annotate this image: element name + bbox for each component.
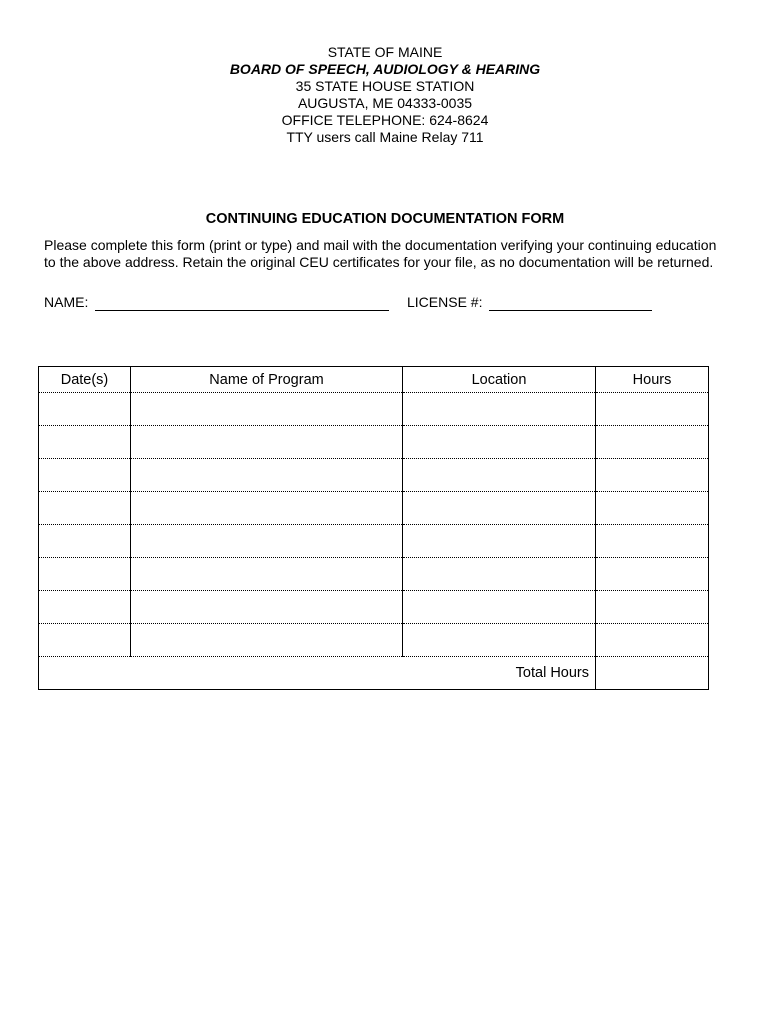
letterhead <box>0 44 770 146</box>
location-cell[interactable] <box>403 426 596 459</box>
hours-cell[interactable] <box>596 459 709 492</box>
location-cell[interactable] <box>403 591 596 624</box>
total-hours-cell[interactable] <box>596 657 709 690</box>
total-hours-label: Total Hours <box>39 657 596 690</box>
table-row <box>39 492 709 525</box>
hours-cell[interactable] <box>596 624 709 657</box>
dates-cell[interactable] <box>39 624 131 657</box>
instructions-line-2: to the above address. Retain the original CEU certificates for your file, as no documentation will be returned. <box>44 254 714 270</box>
board-name: BOARD OF SPEECH, AUDIOLOGY & HEARING <box>229 61 541 77</box>
table-row <box>39 393 709 426</box>
hours-cell[interactable] <box>596 492 709 525</box>
ceu-table <box>38 366 709 690</box>
hours-cell[interactable] <box>596 426 709 459</box>
name-field[interactable] <box>95 310 389 311</box>
office-telephone: OFFICE TELEPHONE: 624-8624 <box>281 112 489 128</box>
instructions <box>44 237 744 271</box>
program-cell[interactable] <box>131 426 403 459</box>
column-header-location: Location <box>403 367 596 393</box>
tty-info: TTY users call Maine Relay 711 <box>286 129 484 145</box>
location-cell[interactable] <box>403 459 596 492</box>
program-cell[interactable] <box>131 459 403 492</box>
dates-cell[interactable] <box>39 492 131 525</box>
location-cell[interactable] <box>403 492 596 525</box>
name-label: NAME: <box>44 294 89 310</box>
program-cell[interactable] <box>131 525 403 558</box>
hours-cell[interactable] <box>596 591 709 624</box>
location-cell[interactable] <box>403 393 596 426</box>
table-row <box>39 459 709 492</box>
location-cell[interactable] <box>403 525 596 558</box>
column-header-dates: Date(s) <box>39 367 131 393</box>
dates-cell[interactable] <box>39 459 131 492</box>
column-header-program: Name of Program <box>131 367 403 393</box>
state-name: STATE OF MAINE <box>327 44 443 60</box>
location-cell[interactable] <box>403 624 596 657</box>
total-row <box>39 657 709 690</box>
hours-cell[interactable] <box>596 525 709 558</box>
hours-cell[interactable] <box>596 558 709 591</box>
program-cell[interactable] <box>131 591 403 624</box>
dates-cell[interactable] <box>39 426 131 459</box>
city-address: AUGUSTA, ME 04333-0035 <box>297 95 473 111</box>
dates-cell[interactable] <box>39 525 131 558</box>
table-row <box>39 558 709 591</box>
column-header-hours: Hours <box>596 367 709 393</box>
table-row <box>39 624 709 657</box>
street-address: 35 STATE HOUSE STATION <box>295 78 475 94</box>
table-row <box>39 591 709 624</box>
license-field[interactable] <box>489 310 652 311</box>
dates-cell[interactable] <box>39 393 131 426</box>
dates-cell[interactable] <box>39 591 131 624</box>
location-cell[interactable] <box>403 558 596 591</box>
table-header-row <box>39 367 709 393</box>
form-title: CONTINUING EDUCATION DOCUMENTATION FORM <box>205 211 565 227</box>
program-cell[interactable] <box>131 492 403 525</box>
license-label: LICENSE #: <box>407 294 483 310</box>
table-row <box>39 426 709 459</box>
table-row <box>39 525 709 558</box>
program-cell[interactable] <box>131 624 403 657</box>
instructions-line-1: Please complete this form (print or type) and mail with the documentation verifying your continuing education <box>44 237 717 253</box>
program-cell[interactable] <box>131 558 403 591</box>
dates-cell[interactable] <box>39 558 131 591</box>
program-cell[interactable] <box>131 393 403 426</box>
hours-cell[interactable] <box>596 393 709 426</box>
